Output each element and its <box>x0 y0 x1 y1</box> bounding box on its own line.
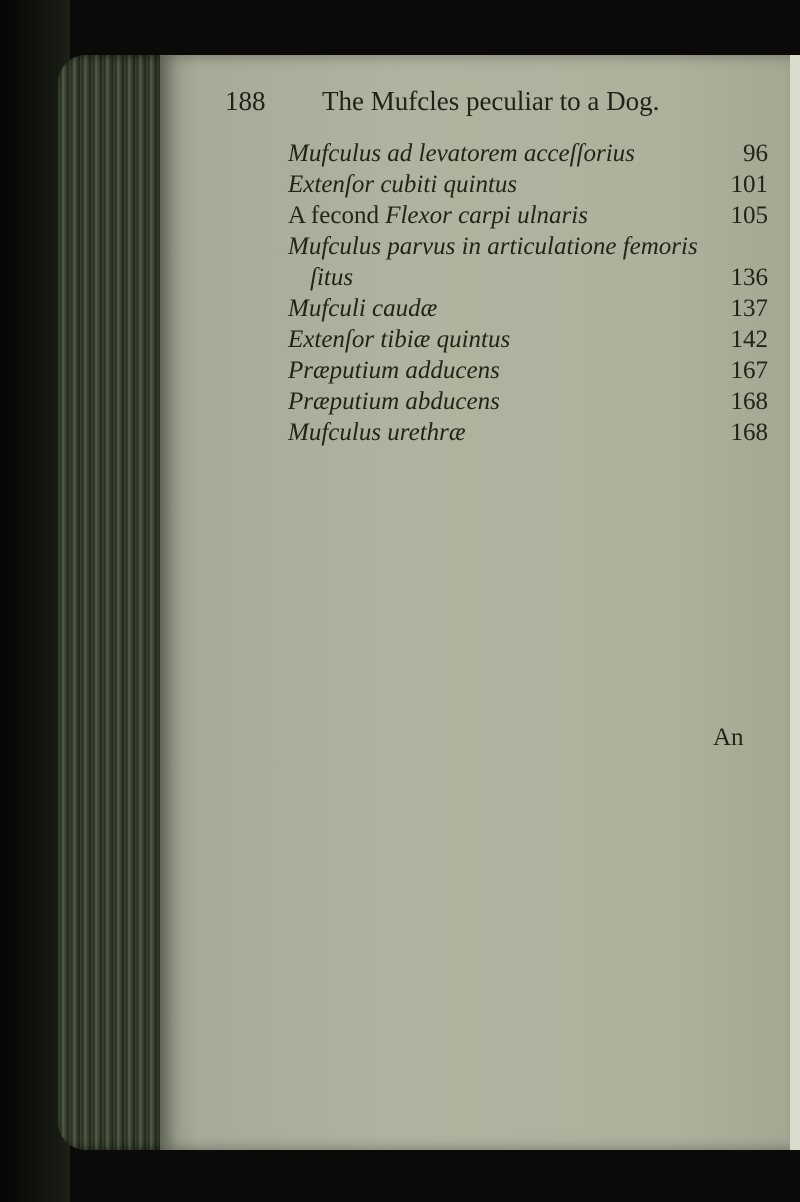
index-entry <box>288 326 768 358</box>
page-edges <box>58 55 170 1150</box>
entry-label: Mufculus parvus in articulatione femoris <box>288 233 698 260</box>
index-entry <box>310 264 768 296</box>
page-margin-right <box>790 55 800 1150</box>
index-entry <box>288 388 768 420</box>
entry-page: 137 <box>730 295 768 322</box>
entry-label: Præputium abducens <box>288 388 500 415</box>
catchword: An <box>713 724 744 751</box>
entry-label: Mufculus urethræ <box>288 419 466 446</box>
entry-page: 168 <box>730 388 768 415</box>
index-entry <box>288 140 768 172</box>
entry-label: Mufculi caudæ <box>288 295 438 322</box>
entry-label: Præputium adducens <box>288 357 500 384</box>
entry-label: Extenſor cubiti quintus <box>288 171 518 198</box>
entry-label: Extenſor tibiæ quintus <box>288 326 511 353</box>
entry-page: 96 <box>743 140 768 167</box>
entry-page: 167 <box>730 357 768 384</box>
index-entry <box>288 295 768 327</box>
entry-label: ſitus <box>310 264 354 291</box>
index-entry <box>288 419 768 451</box>
index-entry <box>288 357 768 389</box>
entry-prefix: A fecond <box>288 202 386 229</box>
entry-page: 142 <box>730 326 768 353</box>
entry-page: 101 <box>730 171 768 198</box>
entry-label: Flexor carpi ulnaris <box>385 202 588 229</box>
entry-page: 168 <box>730 419 768 446</box>
page-number: 188 <box>225 86 266 116</box>
index-entry <box>288 171 768 203</box>
entry-label: Mufculus ad levatorem acceſſorius <box>288 140 635 167</box>
running-head: The Mufcles peculiar to a Dog. <box>322 86 660 116</box>
entry-page: 105 <box>730 202 768 229</box>
index-entry <box>288 202 768 234</box>
entry-page: 136 <box>730 264 768 291</box>
index-entry <box>288 233 768 265</box>
